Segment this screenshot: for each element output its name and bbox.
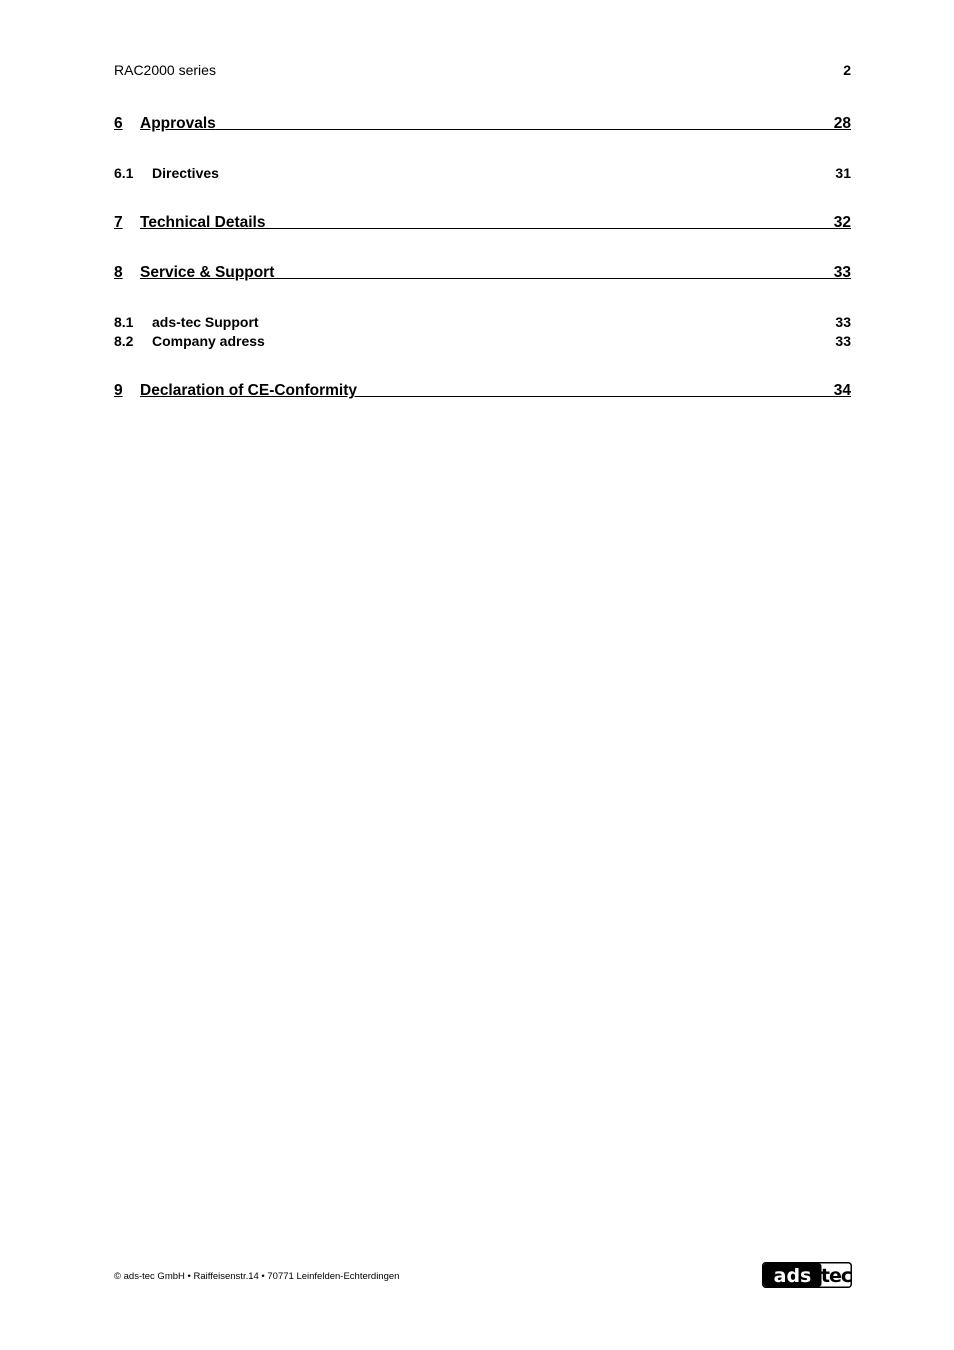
toc-title: Directives (152, 165, 219, 181)
toc-entry-7[interactable] (114, 214, 851, 232)
toc-number: 8.1 (114, 314, 134, 330)
page-header (114, 62, 851, 78)
toc-title: ads-tec Support (152, 314, 259, 330)
toc-leader-line (216, 129, 834, 130)
toc-entry-6-1[interactable] (114, 165, 851, 181)
toc-page: 33 (835, 314, 851, 330)
toc-leader-line (265, 228, 833, 229)
toc-title: Technical Details (140, 214, 266, 231)
toc-page: 33 (833, 264, 851, 281)
toc-number: 9 (114, 382, 123, 399)
ads-tec-logo (762, 1262, 852, 1288)
toc-title: Service & Support (140, 264, 275, 281)
toc-number: 8.2 (114, 333, 134, 349)
footer-address: © ads-tec GmbH • Raiffeisenstr.14 • 70771 Leinfelden-Echterdingen (114, 1271, 400, 1282)
toc-number: 6.1 (114, 165, 134, 181)
logo-left-text: ads (773, 1265, 812, 1287)
page-number: 2 (843, 62, 851, 78)
toc-number: 7 (114, 214, 123, 231)
toc-title: Approvals (140, 115, 216, 132)
toc-leader-line (274, 278, 833, 279)
toc-entry-8-1[interactable] (114, 314, 851, 330)
toc-number: 6 (114, 115, 123, 132)
toc-title: Company adress (152, 333, 265, 349)
toc-number: 8 (114, 264, 123, 281)
toc-title: Declaration of CE-Conformity (140, 382, 358, 399)
toc-page: 28 (833, 115, 851, 132)
toc-entry-9[interactable] (114, 382, 851, 400)
document-title: RAC2000 series (114, 62, 216, 78)
toc-page: 33 (835, 333, 851, 349)
toc-page: 31 (835, 165, 851, 181)
logo-right-text: tec (820, 1265, 852, 1287)
toc-entry-6[interactable] (114, 115, 851, 133)
toc-page: 34 (833, 382, 851, 399)
toc-page: 32 (833, 214, 851, 231)
toc-entry-8[interactable] (114, 264, 851, 282)
toc-entry-8-2[interactable] (114, 333, 851, 349)
toc-leader-line (357, 396, 834, 397)
